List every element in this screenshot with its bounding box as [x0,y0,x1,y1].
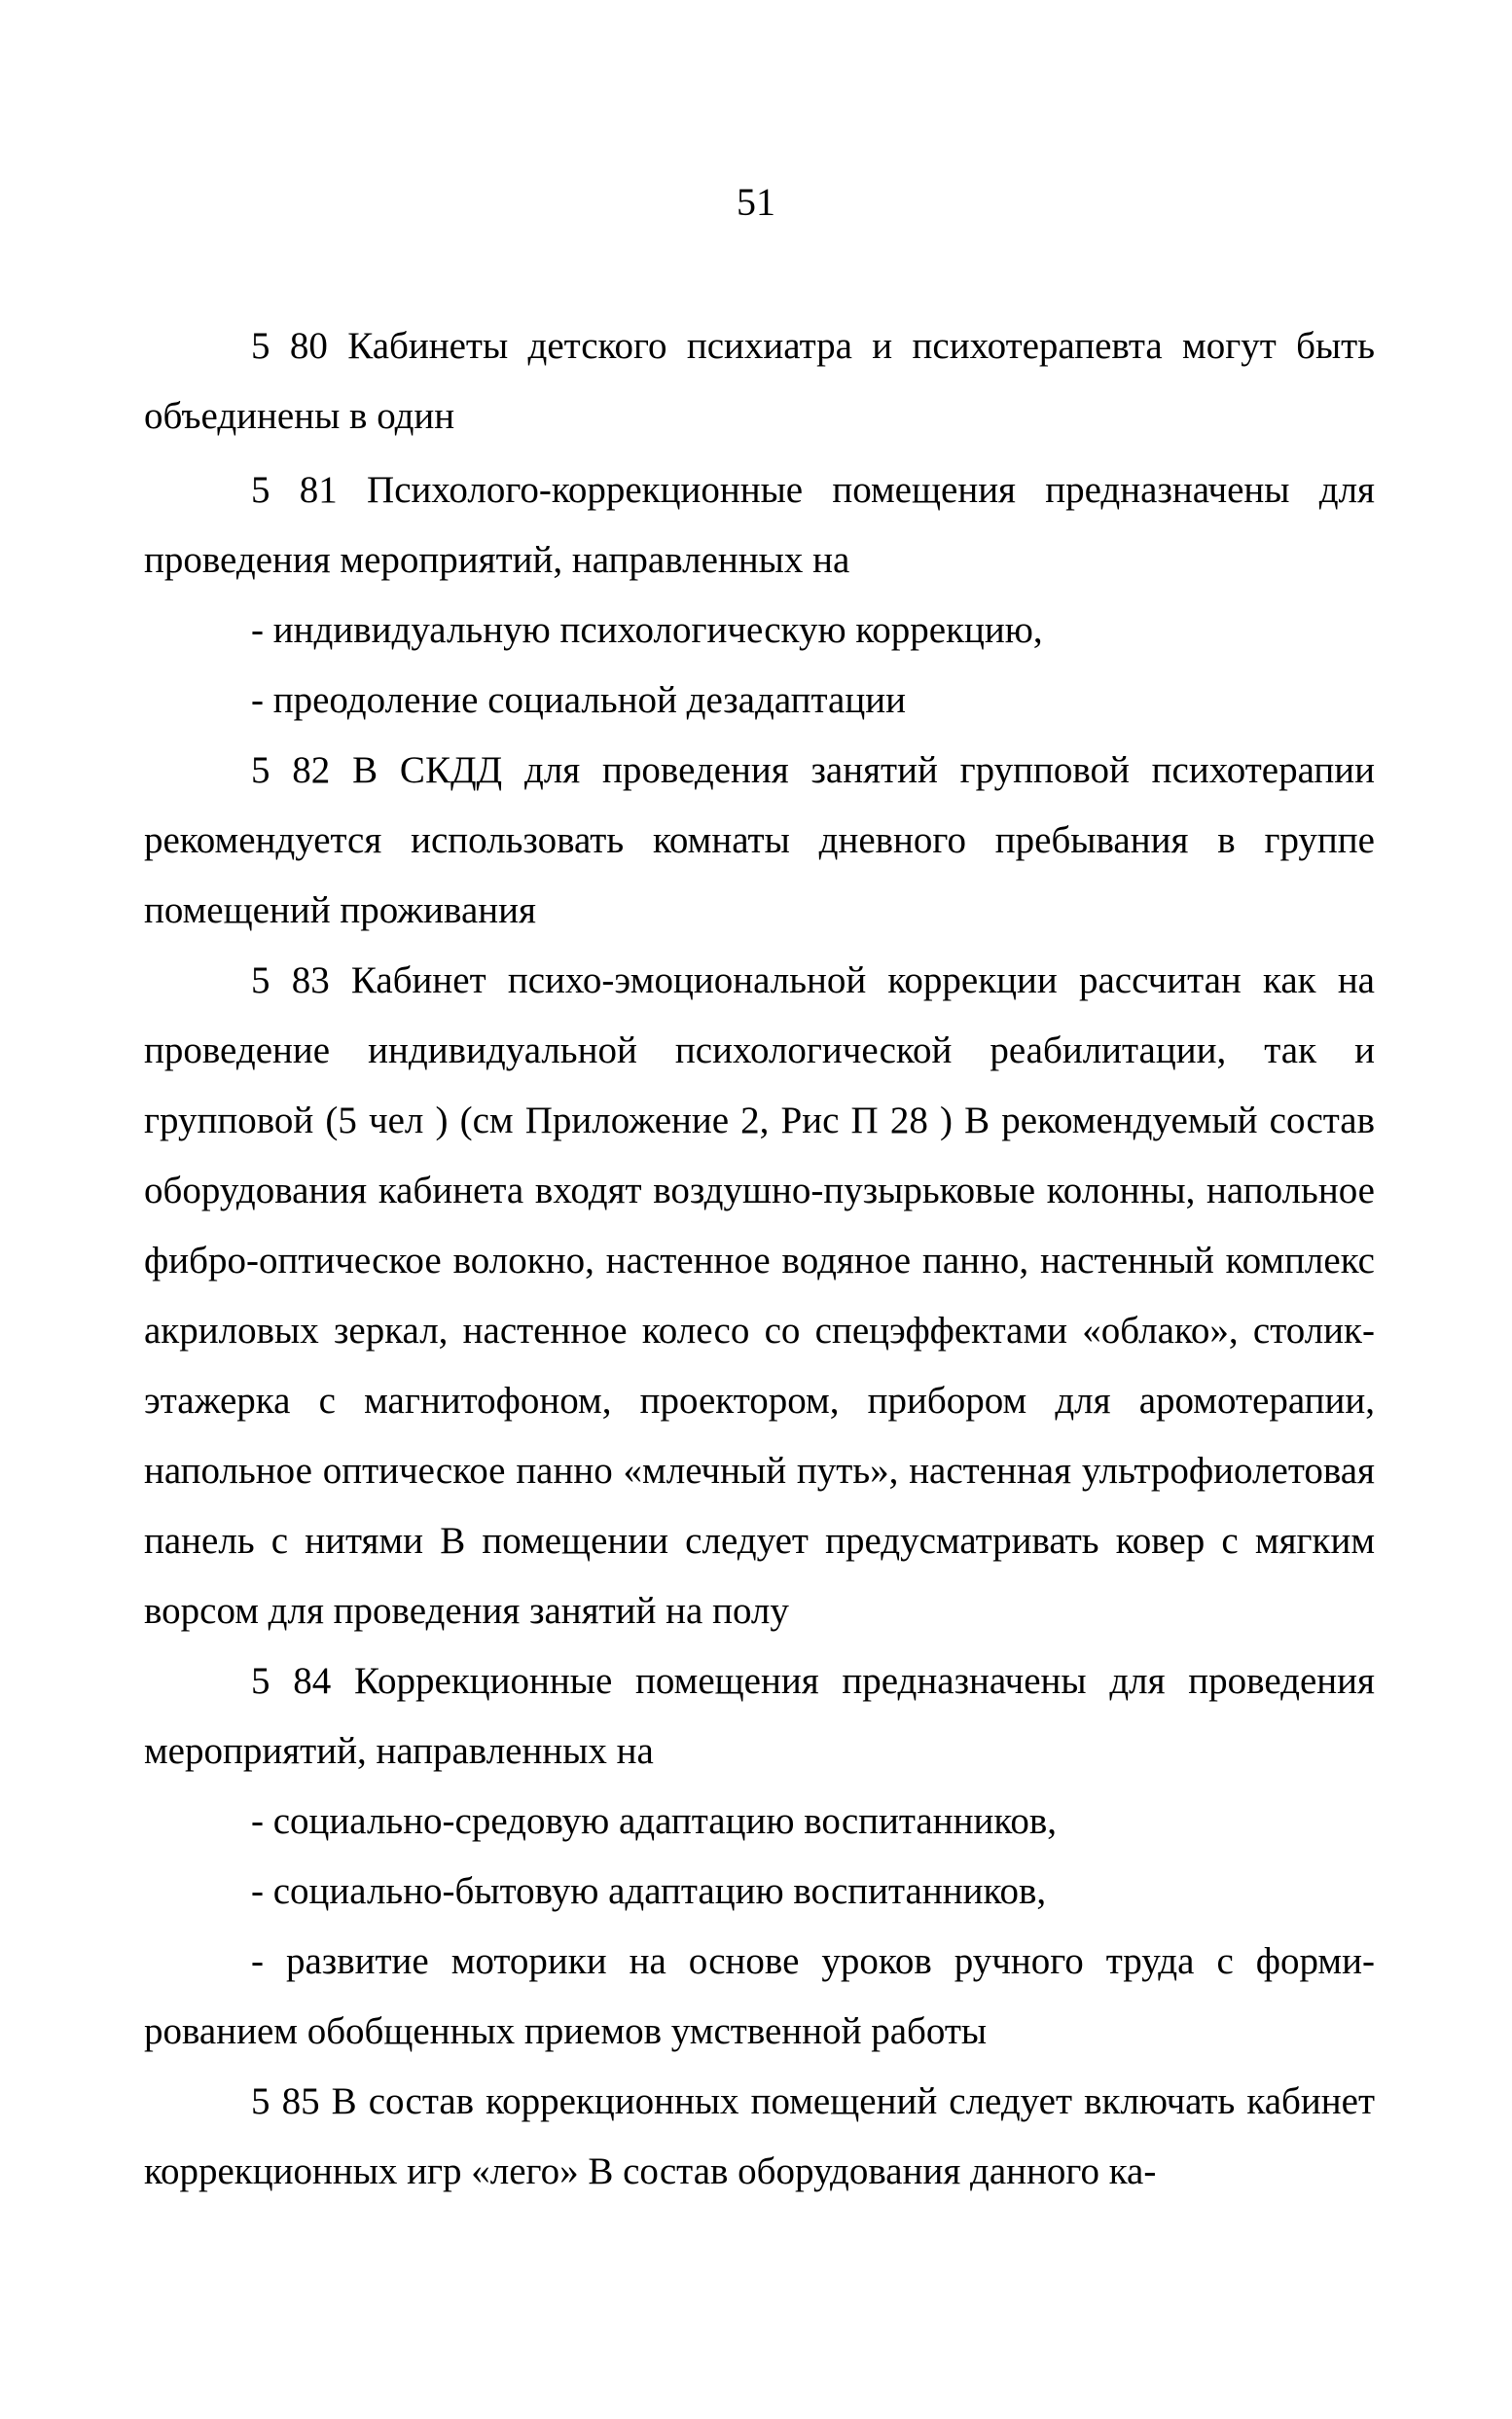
list-item: - социально-бытовую адаптацию воспитанников, [251,1870,1047,1912]
paragraph-5-80: 5 80 Кабинеты детского психиатра и психотерапевта могут быть объединены в один [144,325,1375,437]
page-number: 51 [737,180,775,224]
list-item: - развитие моторики на основе уроков ручного труда с формированием обобщенных приемов умственной работы [144,1940,1375,2052]
document-body [144,311,1375,2207]
list-item: - преодоление социальной дезадаптации [251,679,906,721]
paragraph-5-84: 5 84 Коррекционные помещения предназначены для проведения мероприятий, направленных на [144,1660,1375,1772]
list-item: - социально-средовую адаптацию воспитанников, [251,1800,1057,1842]
list-item: - индивидуальную психологическую коррекцию, [251,609,1043,651]
paragraph-5-81: 5 81 Психолого-коррекционные помещения предназначены для проведения мероприятий, направленных на [144,469,1375,581]
paragraph-5-82: 5 82 В СКДД для проведения занятий групповой психотерапии рекомендуется использовать комнаты дневного пребывания в группе помещений проживания [144,749,1375,931]
paragraph-5-83: 5 83 Кабинет психо-эмоциональной коррекции рассчитан как на проведение индивидуальной психологической реабилитации, так и групповой (5 чел ) (см Приложение 2, Рис П 28 ) В рекомендуемый состав оборудования кабинета входят воздушно-пузырьковые колонны, напольное фибро-оптическое волокно, настенное водяное панно, настенный комплекс акриловых зеркал, настенное колесо со спецэффектами «облако», столик-этажерка с магнитофоном, проектором, прибором для аромотерапии, напольное оптическое панно «млечный путь», настенная ультрофиолетовая панель с нитями В помещении следует предусматривать ковер с мягким ворсом для проведения занятий на полу [144,959,1375,1632]
paragraph-5-85: 5 85 В состав коррекционных помещений следует включать кабинет коррекционных игр «лего» В состав оборудования данного ка- [144,2080,1375,2192]
